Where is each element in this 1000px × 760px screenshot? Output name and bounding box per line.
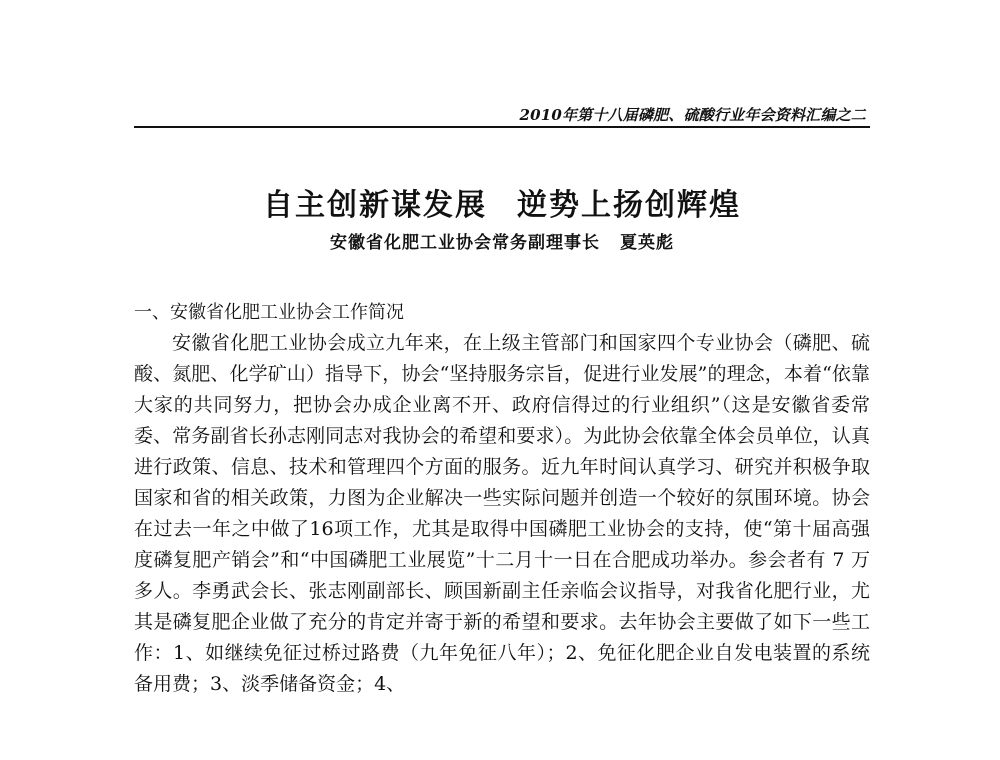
header-rule — [134, 126, 870, 128]
section-heading: 一、安徽省化肥工业协会工作简况 — [134, 302, 404, 323]
body-text — [134, 328, 870, 700]
author-byline — [134, 228, 870, 253]
running-header: 2010年第十八届磷肥、硫酸行业年会资料汇编之二 — [519, 106, 866, 124]
article-title-part2: 逆势上扬创辉煌 — [517, 188, 741, 223]
body-paragraph: 安徽省化肥工业协会成立九年来，在上级主管部门和国家四个专业协会（磷肥、硫酸、氮肥、化学矿山）指导下，协会“坚持服务宗旨，促进行业发展”的理念，本着“依靠大家的共同努力，把协会办成企业离不开、政府信得过的行业组织”（这是安徽省委常委、常务副省长孙志刚同志对我协会的希望和要求）。为此协会依靠全体会员单位，认真进行政策、信息、技术和管理四个方面的服务。近九年时间认真学习、研究并积极争取国家和省的相关政策，力图为企业解决一些实际问题并创造一个较好的氛围环境。协会在过去一年之中做了16项工作，尤其是取得中国磷肥工业协会的支持，使“第十届高强度磷复肥产销会”和“中国磷肥工业展览”十二月十一日在合肥成功举办。参会者有 7 万多人。李勇武会长、张志刚副部长、顾国新副主任亲临会议指导，对我省化肥行业，尤其是磷复肥企业做了充分的肯定并寄于新的希望和要求。去年协会主要做了如下一些工作：1、如继续免征过桥过路费（九年免征八年）；2、免征化肥企业自发电装置的系统备用费；3、淡季储备资金；4、 — [134, 332, 870, 695]
article-title — [134, 180, 870, 224]
author-role: 安徽省化肥工业协会常务副理事长 — [330, 233, 600, 253]
article-title-part1: 自主创新谋发展 — [263, 188, 487, 223]
author-name: 夏英彪 — [620, 233, 674, 253]
